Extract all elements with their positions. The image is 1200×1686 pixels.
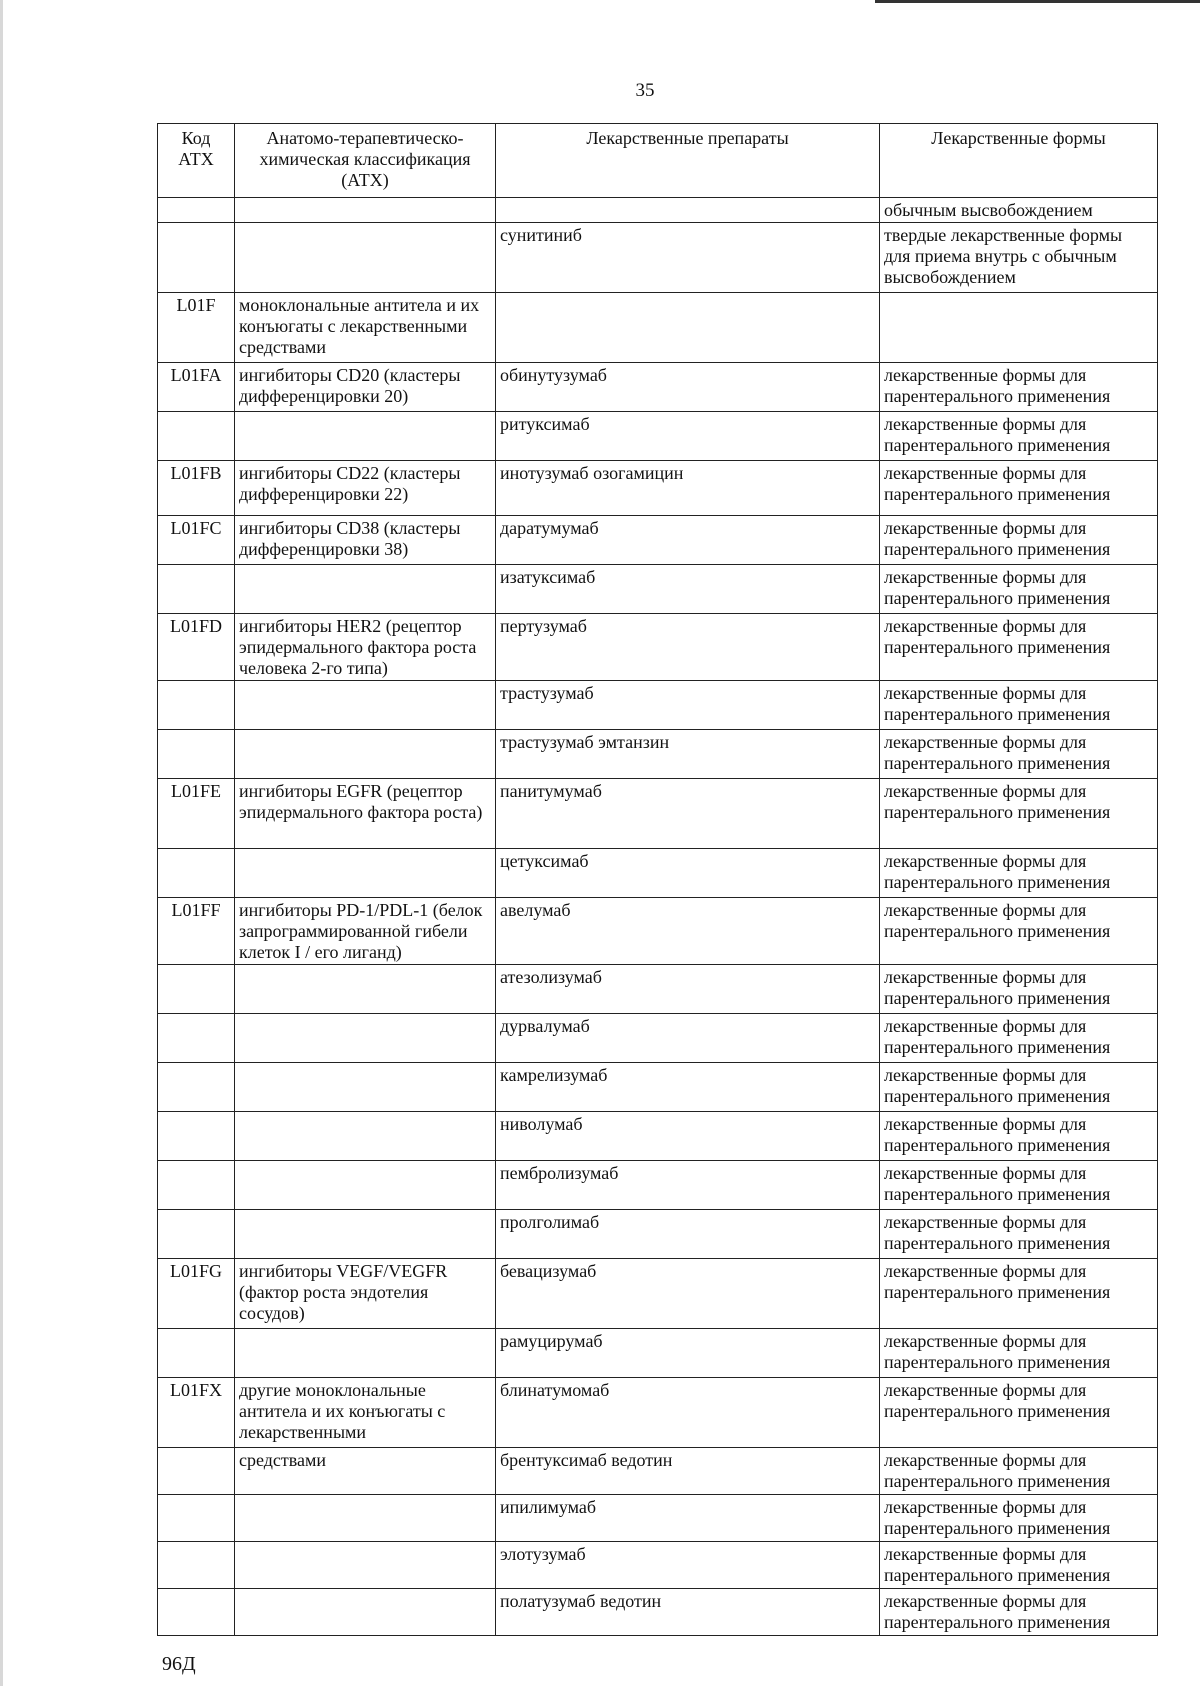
cell-form: лекарственные формы для парентерального применения [880,1259,1158,1329]
cell-classification: средствами [235,1448,496,1495]
cell-drug: атезолизумаб [496,965,880,1014]
cell-drug: камрелизумаб [496,1063,880,1112]
cell-drug: даратумумаб [496,516,880,565]
table-row [158,412,1158,461]
cell-drug: трастузумаб эмтанзин [496,730,880,779]
cell-classification [235,1329,496,1378]
cell-form: лекарственные формы для парентерального применения [880,898,1158,965]
cell-code: L01FA [158,363,235,412]
header-drugs: Лекарственные препараты [496,124,880,198]
table-row [158,516,1158,565]
cell-form: лекарственные формы для парентерального применения [880,849,1158,898]
table-row [158,1259,1158,1329]
cell-code [158,965,235,1014]
cell-form: твердые лекарственные формы для приема внутрь с обычным высвобождением [880,223,1158,293]
cell-classification [235,223,496,293]
scan-edge [0,0,3,1686]
cell-code [158,565,235,614]
table-row [158,1448,1158,1495]
table-row [158,363,1158,412]
atc-table [157,123,1158,1636]
table-row [158,965,1158,1014]
cell-drug: цетуксимаб [496,849,880,898]
cell-classification [235,1495,496,1542]
cell-form: лекарственные формы для парентерального применения [880,1589,1158,1636]
cell-code [158,1589,235,1636]
cell-drug: ритуксимаб [496,412,880,461]
cell-classification [235,1589,496,1636]
cell-classification: другие моноклональные антитела и их конъюгаты с лекарственными [235,1378,496,1448]
cell-drug: трастузумаб [496,681,880,730]
cell-drug: элотузумаб [496,1542,880,1589]
cell-form: лекарственные формы для парентерального применения [880,516,1158,565]
cell-classification [235,198,496,223]
cell-form: лекарственные формы для парентерального применения [880,1378,1158,1448]
header-code: Код АТХ [158,124,235,198]
cell-classification: ингибиторы VEGF/VEGFR (фактор роста эндотелия сосудов) [235,1259,496,1329]
table-row [158,1063,1158,1112]
cell-classification [235,730,496,779]
cell-code [158,1448,235,1495]
cell-code [158,1495,235,1542]
table-row [158,1589,1158,1636]
cell-code [158,849,235,898]
cell-form: лекарственные формы для парентерального применения [880,1014,1158,1063]
table-row [158,1161,1158,1210]
table-row [158,1210,1158,1259]
cell-code [158,223,235,293]
cell-code [158,1014,235,1063]
cell-drug: бевацизумаб [496,1259,880,1329]
cell-classification [235,565,496,614]
cell-form: лекарственные формы для парентерального применения [880,1495,1158,1542]
cell-form: лекарственные формы для парентерального применения [880,412,1158,461]
cell-drug: сунитиниб [496,223,880,293]
cell-form: лекарственные формы для парентерального применения [880,1161,1158,1210]
cell-classification: ингибиторы HER2 (рецептор эпидермального фактора роста человека 2-го типа) [235,614,496,681]
cell-code: L01F [158,293,235,363]
cell-classification [235,1210,496,1259]
cell-drug: блинатумомаб [496,1378,880,1448]
cell-form: лекарственные формы для парентерального применения [880,614,1158,681]
cell-classification [235,412,496,461]
table-row [158,849,1158,898]
cell-classification [235,965,496,1014]
cell-code [158,1161,235,1210]
cell-classification: ингибиторы CD20 (кластеры дифференцировки 20) [235,363,496,412]
cell-code: L01FD [158,614,235,681]
top-rule [875,0,1200,3]
cell-drug: обинутузумаб [496,363,880,412]
cell-form: лекарственные формы для парентерального применения [880,565,1158,614]
cell-drug [496,293,880,363]
cell-form: лекарственные формы для парентерального применения [880,1542,1158,1589]
page-number: 35 [635,80,655,101]
table-row [158,223,1158,293]
cell-drug: ипилимумаб [496,1495,880,1542]
cell-form: лекарственные формы для парентерального применения [880,1112,1158,1161]
table-row [158,461,1158,516]
cell-form: лекарственные формы для парентерального применения [880,1063,1158,1112]
cell-code [158,412,235,461]
table-row [158,1542,1158,1589]
cell-drug: изатуксимаб [496,565,880,614]
cell-classification: моноклональные антитела и их конъюгаты с лекарственными средствами [235,293,496,363]
table-row [158,293,1158,363]
cell-drug: брентуксимаб ведотин [496,1448,880,1495]
cell-drug: полатузумаб ведотин [496,1589,880,1636]
cell-classification [235,1542,496,1589]
header-forms: Лекарственные формы [880,124,1158,198]
table-row [158,681,1158,730]
table-row [158,1378,1158,1448]
cell-drug [496,198,880,223]
cell-drug: рамуцирумаб [496,1329,880,1378]
cell-classification [235,1161,496,1210]
cell-classification: ингибиторы CD38 (кластеры дифференцировки 38) [235,516,496,565]
cell-form: лекарственные формы для парентерального применения [880,363,1158,412]
cell-code: L01FX [158,1378,235,1448]
cell-form: лекарственные формы для парентерального применения [880,1210,1158,1259]
cell-classification [235,681,496,730]
cell-code: L01FF [158,898,235,965]
cell-form: лекарственные формы для парентерального применения [880,1448,1158,1495]
cell-form [880,293,1158,363]
cell-form: лекарственные формы для парентерального применения [880,779,1158,849]
cell-drug: инотузумаб озогамицин [496,461,880,516]
cell-code [158,1329,235,1378]
table-body [158,198,1158,1636]
cell-code [158,730,235,779]
table-row [158,1014,1158,1063]
cell-drug: панитумумаб [496,779,880,849]
cell-drug: ниволумаб [496,1112,880,1161]
cell-code [158,198,235,223]
cell-form: лекарственные формы для парентерального применения [880,1329,1158,1378]
table-row [158,1112,1158,1161]
cell-classification: ингибиторы EGFR (рецептор эпидермального фактора роста) [235,779,496,849]
cell-form: лекарственные формы для парентерального применения [880,681,1158,730]
table-row [158,614,1158,681]
cell-drug: пертузумаб [496,614,880,681]
cell-code [158,1542,235,1589]
cell-code: L01FB [158,461,235,516]
cell-classification: ингибиторы PD-1/PDL-1 (белок запрограммированной гибели клеток I / его лиганд) [235,898,496,965]
table-row [158,1495,1158,1542]
cell-drug: авелумаб [496,898,880,965]
header-classification: Анатомо-терапевтическо-химическая классификация (АТХ) [235,124,496,198]
cell-form: лекарственные формы для парентерального применения [880,965,1158,1014]
cell-classification [235,1063,496,1112]
document-code: 96Д [162,1653,196,1675]
cell-drug: пембролизумаб [496,1161,880,1210]
table-row [158,730,1158,779]
cell-form: обычным высвобождением [880,198,1158,223]
cell-form: лекарственные формы для парентерального применения [880,730,1158,779]
cell-code [158,1112,235,1161]
cell-classification [235,849,496,898]
table-row [158,779,1158,849]
table-row [158,1329,1158,1378]
cell-classification [235,1014,496,1063]
cell-classification: ингибиторы CD22 (кластеры дифференцировки 22) [235,461,496,516]
table-row [158,565,1158,614]
cell-code [158,1210,235,1259]
cell-code [158,681,235,730]
cell-code: L01FG [158,1259,235,1329]
cell-code [158,1063,235,1112]
cell-code: L01FC [158,516,235,565]
cell-drug: пролголимаб [496,1210,880,1259]
cell-form: лекарственные формы для парентерального применения [880,461,1158,516]
table-row [158,898,1158,965]
cell-code: L01FE [158,779,235,849]
table-header-row [158,124,1158,198]
cell-classification [235,1112,496,1161]
table-row [158,198,1158,223]
cell-drug: дурвалумаб [496,1014,880,1063]
